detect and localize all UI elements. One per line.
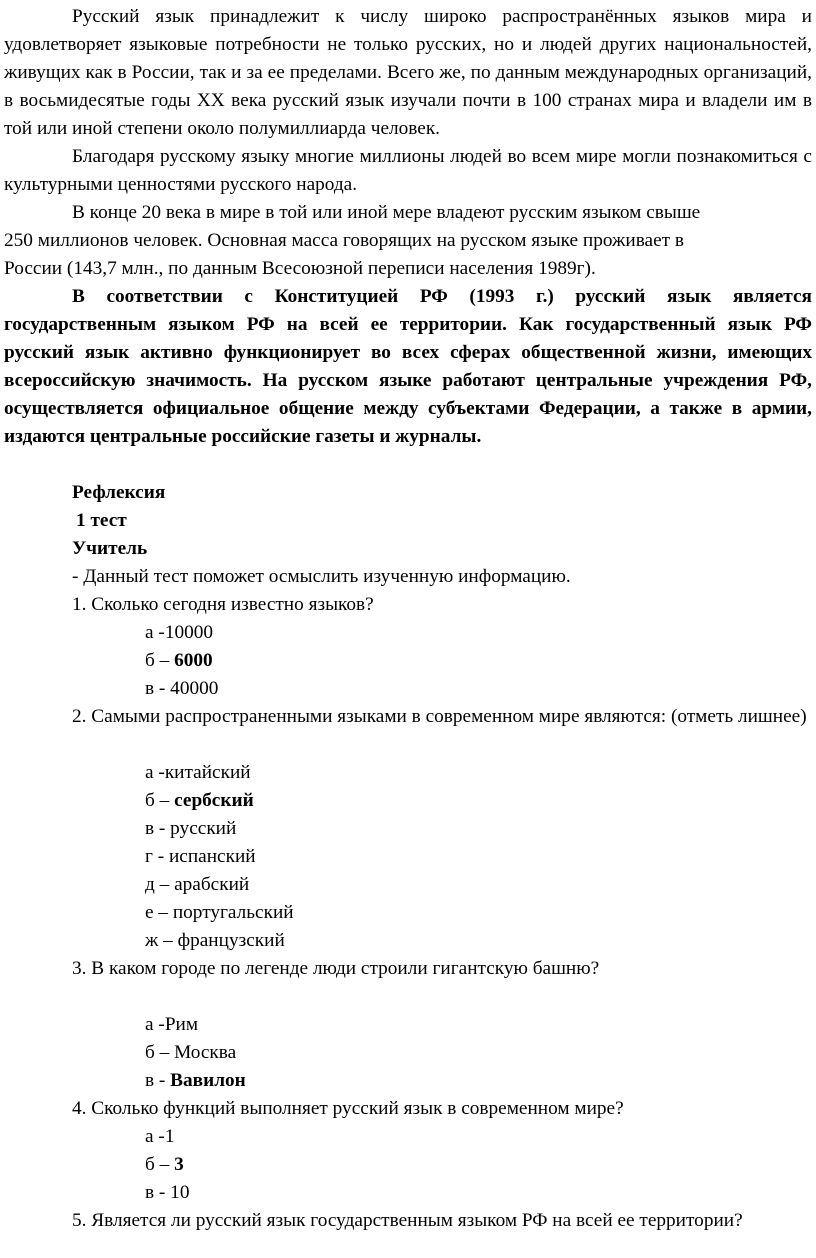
question-3-option-b: б – Москва <box>145 1042 237 1063</box>
spacer <box>0 451 816 479</box>
question-5: 5. Является ли русский язык государственным языком РФ на всей ее территории? <box>72 1210 743 1231</box>
question-1-option-a: а -10000 <box>145 622 214 643</box>
question-3-option-c: в - Вавилон <box>145 1070 246 1091</box>
correct-answer: 6000 <box>174 650 213 671</box>
question-4-option-a: а -1 <box>145 1126 175 1147</box>
question-2-option-g: ж – французский <box>145 930 285 951</box>
intro-paragraph-1: Русский язык принадлежит к числу широко распространённых языков мира и удовлетворяет языковые потребности не только русских, но и людей других национальностей, живущих как в России, так и за ее пределами. Всего же, по данным международных организаций, в восьмидесятые годы XX века русский язык изучали почти в 100 странах мира и владели им в той или иной степени около полумиллиарда человек. <box>4 6 812 139</box>
spacer <box>0 731 816 759</box>
teacher-note: - Данный тест поможет осмыслить изученную информацию. <box>72 566 571 587</box>
question-3-option-a: а -Рим <box>145 1014 199 1035</box>
intro-paragraph-3-line-1: В конце 20 века в мире в той или иной мере владеют русским языком свыше <box>72 202 701 223</box>
correct-answer: Вавилон <box>170 1070 246 1091</box>
question-2-option-e: д – арабский <box>145 874 250 895</box>
question-2-option-f: е – португальский <box>145 902 294 923</box>
question-4-option-b: б – 3 <box>145 1154 184 1175</box>
question-1: 1. Сколько сегодня известно языков? <box>72 594 374 615</box>
constitution-paragraph: В соответствии с Конституцией РФ (1993 г.) русский язык является государственным языком РФ на всей ее территории. Как государственный язык РФ русский язык активно функционирует во всех сферах общественной жизни, имеющих всероссийскую значимость. На русском языке работают центральные учреждения РФ, осуществляется официальное общение между субъектами Федерации, а также в армии, издаются центральные российские газеты и журналы. <box>4 286 812 447</box>
question-4: 4. Сколько функций выполняет русский язык в современном мире? <box>72 1098 624 1119</box>
question-1-option-c: в - 40000 <box>145 678 219 699</box>
correct-answer: 3 <box>174 1154 184 1175</box>
question-1-option-b: б – 6000 <box>145 650 213 671</box>
question-3: 3. В каком городе по легенде люди строили гигантскую башню? <box>72 958 600 979</box>
intro-paragraph-2: Благодаря русскому языку многие миллионы людей во всем мире могли познакомиться с культурными ценностями русского народа. <box>4 146 812 195</box>
question-2-option-d: г - испанский <box>145 846 256 867</box>
correct-answer: сербский <box>174 790 254 811</box>
intro-paragraph-3-line-3: России (143,7 млн., по данным Всесоюзной переписи населения 1989г). <box>4 258 596 279</box>
test-label: 1 тест <box>76 510 127 531</box>
question-2-option-a: а -китайский <box>145 762 251 783</box>
teacher-label: Учитель <box>72 538 148 559</box>
spacer <box>0 983 816 1011</box>
reflection-heading: Рефлексия <box>72 482 166 503</box>
question-2-option-c: в - русский <box>145 818 237 839</box>
question-2-option-b: б – сербский <box>145 790 254 811</box>
question-2: 2. Самыми распространенными языками в современном мире являются: (отметь лишнее) <box>72 706 807 727</box>
intro-paragraph-3-line-2: 250 миллионов человек. Основная масса говорящих на русском языке проживает в <box>4 230 685 251</box>
question-4-option-c: в - 10 <box>145 1182 190 1203</box>
